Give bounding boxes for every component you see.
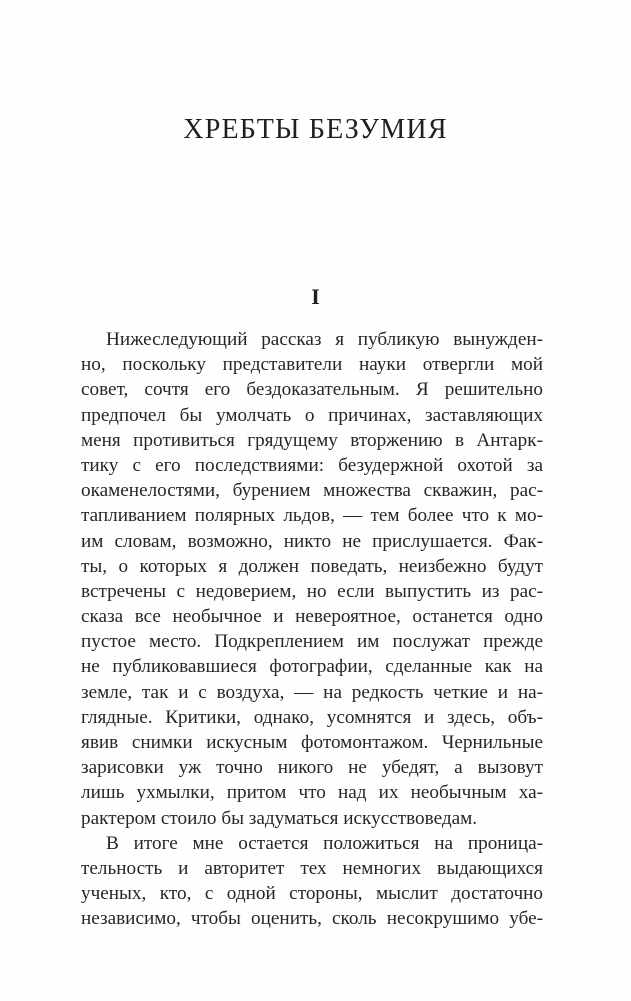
text-line: рактером стоило бы задуматься искусствоведам. [81,807,478,829]
text-line: лишь ухмылки, притом что над их необычным ха- [81,782,543,804]
book-title: ХРЕБТЫ БЕЗУМИЯ [183,114,448,145]
text-line: тику с его последствиями: безудержной охотой за [81,454,543,476]
text-line: Нижеследующий рассказ я публикую вынужден- [106,329,543,350]
text-line: зарисовки уж точно никого не убедят, а вызовут [81,757,543,779]
chapter-number: I [311,284,320,309]
text-line: тельность и авторитет тех немногих выдающихся [81,857,543,879]
body-text [81,327,543,932]
text-line: В итоге мне остается положиться на проница- [106,832,543,854]
text-line: им словам, возможно, никто не прислушается. Фак- [81,530,543,552]
text-line: глядные. Критики, однако, усомнятся и здесь, объ- [81,706,543,728]
text-line: ты, о которых я должен поведать, неизбежно будут [81,555,543,577]
text-line: встречены с недоверием, но если выпустить из рас- [81,580,543,602]
paragraph-1 [81,327,543,831]
text-line: явив снимки искусным фотомонтажом. Чернильные [81,732,543,753]
text-line: тапливанием полярных льдов, — тем более что к мо- [81,505,543,527]
text-line: окаменелостями, бурением множества скважин, рас- [81,480,543,502]
text-line: меня противиться грядущему вторжению в Антарк- [81,429,543,451]
text-line: сказа все необычное и невероятное, останется одно [81,606,543,628]
text-line: земле, так и с воздуха, — на редкость четкие и на- [81,681,543,703]
paragraph-2 [81,831,543,932]
text-line: предпочел бы умолчать о причинах, заставляющих [81,404,543,426]
text-line: не публиковавшиеся фотографии, сделанные как на [81,656,543,678]
text-line: но, поскольку представители науки отвергли мой [81,354,543,376]
text-line: независимо, чтобы оценить, сколь несокрушимо убе- [81,908,543,930]
text-line: пустое место. Подкреплением им послужат прежде [81,631,543,653]
text-line: совет, сочтя его бездоказательным. Я решительно [81,379,543,401]
text-line: ученых, кто, с одной стороны, мыслит достаточно [81,883,543,905]
